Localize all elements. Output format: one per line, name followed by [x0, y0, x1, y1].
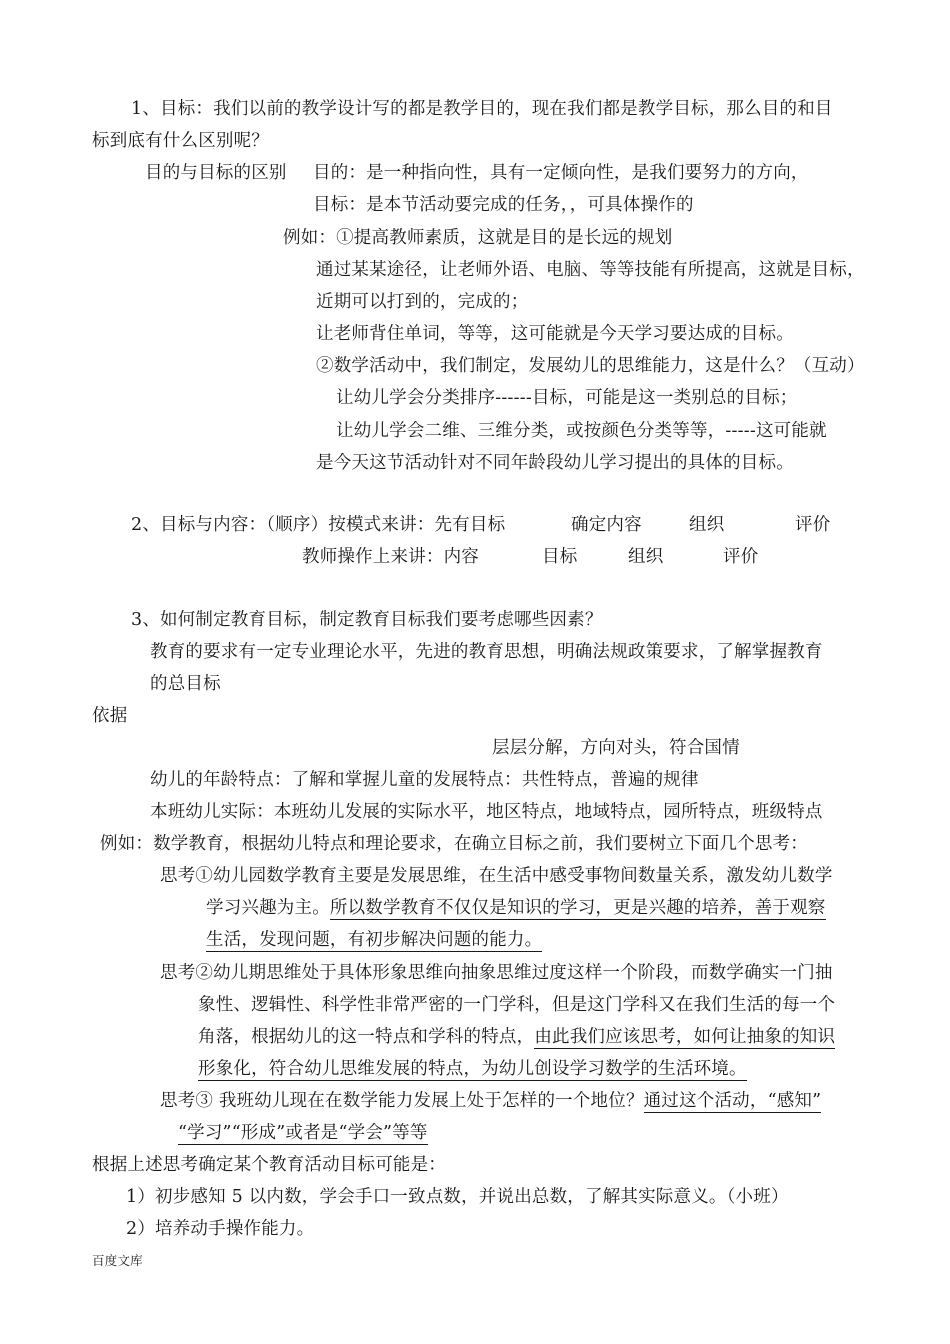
s1-line-11: 让幼儿学会二维、三维分类，或按颜色分类等等，-----这可能就: [336, 421, 827, 441]
think-1-line-1: 思考①幼儿园数学教育主要是发展思维，在生活中感受事物间数量关系，激发幼儿数学: [160, 866, 833, 886]
s1-line-9: ②数学活动中，我们制定，发展幼儿的思维能力，这是什么？（互动）: [316, 356, 865, 376]
think-2-underlined-1: 由此我们应该思考，如何让抽象的知识: [534, 1027, 836, 1047]
think-1-line-2: [206, 896, 826, 920]
think-2-line-3-text: 角落，根据幼儿的这一特点和学科的特点，: [198, 1027, 535, 1047]
s3-line-6: 幼儿的年龄特点：了解和掌握儿童的发展特点：共性特点，普遍的规律: [150, 770, 699, 790]
s2-row-1-b: 确定内容: [571, 515, 642, 535]
s3-line-2: 教育的要求有一定专业理论水平，先进的教育思想，明确法规政策要求，了解掌握教育: [150, 642, 823, 662]
s1-line-5: 例如：①提高教师素质，这就是目的是长远的规划: [283, 228, 673, 248]
think-1-line-2-text: 学习兴趣为主。: [206, 898, 330, 918]
s2-row-2-c: 组织: [628, 547, 664, 567]
think-2-underlined-2: 形象化，符合幼儿思维发展的特点，为幼儿创设学习数学的生活环境。: [198, 1059, 747, 1079]
s2-row-1-a: 2、目标与内容：（顺序）按模式来讲：先有目标: [131, 515, 506, 535]
think-1-underlined-2: 生活，发现问题，有初步解决问题的能力。: [206, 930, 543, 950]
s1-line-8: 让老师背住单词，等等，这可能就是今天学习要达成的目标。: [316, 324, 794, 344]
s2-row-2-a: 教师操作上来讲：内容: [302, 547, 479, 567]
s2-row-1-c: 组织: [689, 515, 725, 535]
s1-line-7: 近期可以打到的，完成的；: [316, 292, 529, 312]
think-3-underlined-1: 通过这个活动，“感知”: [643, 1091, 822, 1111]
think-3-underlined-2: “学习”“形成”或者是“学会”等等: [178, 1123, 428, 1143]
s1-line-4: 目标：是本节活动要完成的任务，，可具体操作的: [313, 195, 694, 215]
think-3-line-2: [178, 1121, 428, 1145]
s1-line-3-text: 目的：是一种指向性，具有一定倾向性，是我们要努力的方向，: [313, 163, 809, 183]
s3-line-7: 本班幼儿实际：本班幼儿发展的实际水平，地区特点，地域特点，园所特点，班级特点: [150, 802, 823, 822]
s1-line-2: 标到底有什么区别呢？: [92, 131, 269, 151]
s3-line-1: 3、如何制定教育目标，制定教育目标我们要考虑哪些因素？: [131, 610, 603, 630]
s2-row-1-d: 评价: [795, 515, 831, 535]
s1-line-6: 通过某某途径，让老师外语、电脑、等等技能有所提高，这就是目标，: [316, 260, 865, 280]
think-3-line-1-text: 思考③ 我班幼儿现在在数学能力发展上处于怎样的一个地位？: [160, 1091, 644, 1111]
think-2-line-2: 象性、逻辑性、科学性非常严密的一门学科，但是这门学科又在我们生活的每一个: [198, 995, 836, 1015]
s1-line-3-label: 目的与目标的区别: [145, 163, 287, 183]
conclusion-line: 根据上述思考确定某个教育活动目标可能是：: [92, 1155, 446, 1175]
s3-line-3: 的总目标: [150, 674, 221, 694]
think-2-line-3: [198, 1025, 835, 1049]
s3-line-4: 依据: [92, 706, 128, 726]
think-3-line-1: [160, 1089, 821, 1113]
think-2-line-1: 思考②幼儿期思维处于具体形象思维向抽象思维过度这样一个阶段，而数学确实一门抽: [160, 963, 833, 983]
s3-line-8: 例如：数学教育，根据幼儿特点和理论要求，在确立目标之前，我们要树立下面几个思考：: [100, 834, 808, 854]
s2-row-2-b: 目标: [542, 547, 578, 567]
s1-line-12: 是今天这节活动针对不同年龄段幼儿学习提出的具体的目标。: [316, 453, 794, 473]
s3-line-5: 层层分解，方向对头，符合国情: [492, 738, 740, 758]
s2-row-2-d: 评价: [723, 547, 759, 567]
goal-item-2: 2）培养动手操作能力。: [126, 1219, 315, 1239]
footer-label: 百度文库: [92, 1253, 143, 1268]
think-1-underlined-1: 所以数学教育不仅仅是知识的学习，更是兴趣的培养，善于观察: [329, 898, 826, 918]
think-2-line-4: [198, 1057, 747, 1081]
goal-item-1: 1）初步感知 5 以内数，学会手口一致点数，并说出总数，了解其实际意义。（小班）: [126, 1187, 789, 1207]
s1-line-10: 让幼儿学会分类排序------目标，可能是这一类别总的目标；: [336, 388, 798, 408]
s1-line-1: 1、目标：我们以前的教学设计写的都是教学目的，现在我们都是教学目标，那么目的和目: [131, 99, 833, 119]
think-1-line-3: [206, 928, 542, 952]
